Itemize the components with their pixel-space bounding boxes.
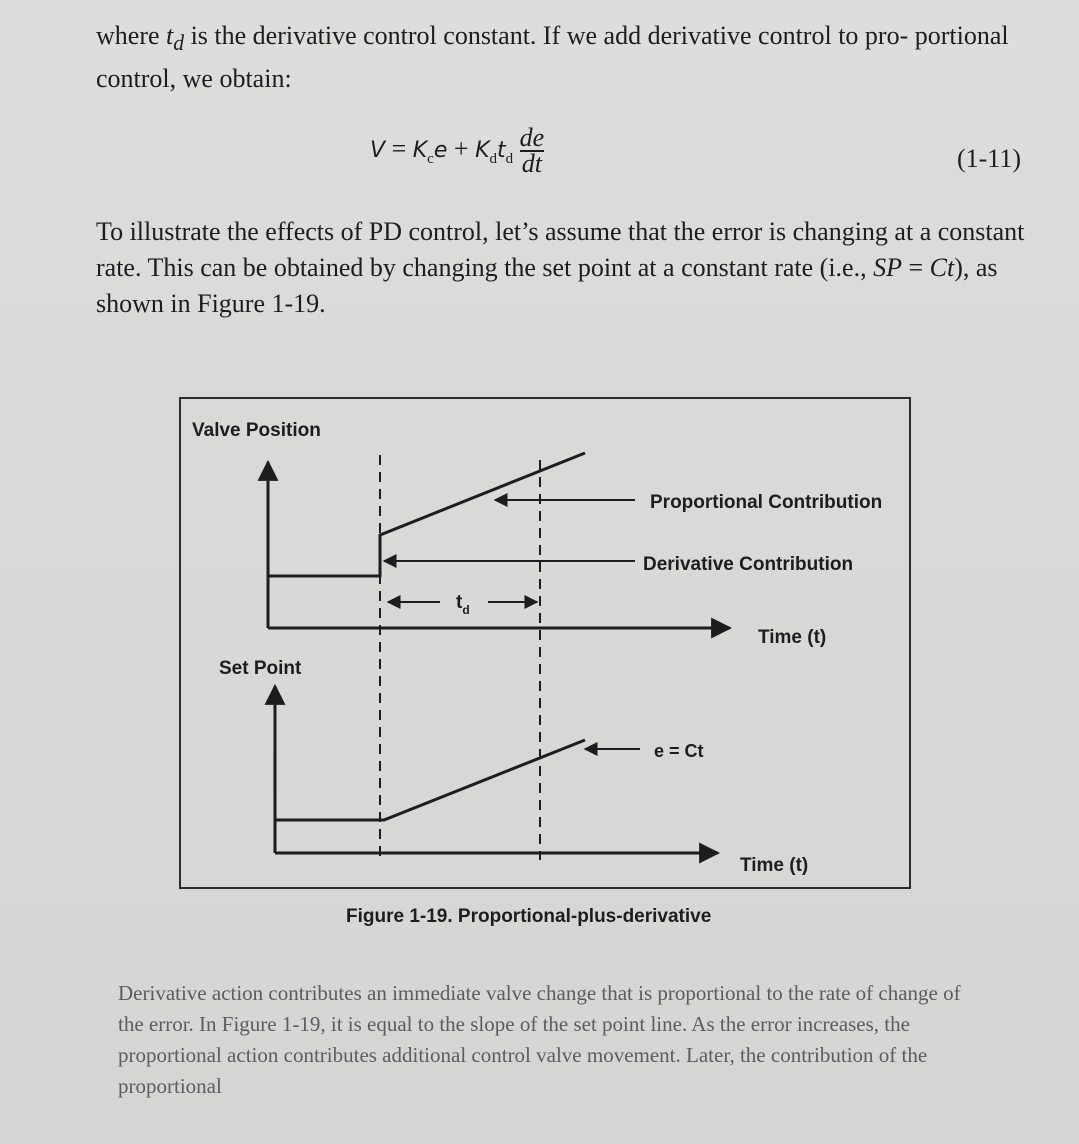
derivative-contribution-label: Derivative Contribution	[643, 554, 854, 575]
error-label: e = Ct	[654, 741, 704, 761]
pd-paragraph: To illustrate the effects of PD control, let’s assume that the error is changing at a constant rate. This can be obtained by changing the set point at a constant rate (i.e., SP = Ct), as shown in Figure 1-19.	[96, 217, 1025, 318]
derivative-fraction: $\frac{de}{dt}$	[519, 123, 545, 178]
set-point-label: Set Point	[219, 658, 302, 679]
time-axis-label-bottom: Time (t)	[740, 855, 809, 876]
figure-1-19	[0, 380, 1079, 940]
intro-paragraph: where $t_d$ is the derivative control constant. If we add derivative control to pro- portional control, we obtain:	[96, 21, 1009, 94]
derivative-paragraph: Derivative action contributes an immediate valve change that is proportional to the rate of change of the error. In Figure 1-19, it is equal to the slope of the set point line. As the error increases, the proportional action contributes additional control valve movement. Later, the contribution of the proportional	[118, 981, 961, 1098]
equation-number: (1-11)	[956, 144, 1021, 173]
equation: $V = K_ce + K_dt_d$ $\frac{de}{dt}$	[370, 123, 545, 178]
proportional-contribution-label: Proportional Contribution	[650, 492, 883, 513]
time-axis-label-top: Time (t)	[758, 627, 827, 648]
td-label: $t_d$	[456, 592, 470, 617]
valve-response-curve	[268, 453, 585, 576]
valve-position-label: Valve Position	[192, 420, 321, 441]
setpoint-ramp-curve	[275, 740, 585, 820]
figure-caption: Figure 1-19. Proportional-plus-derivative	[346, 906, 712, 927]
